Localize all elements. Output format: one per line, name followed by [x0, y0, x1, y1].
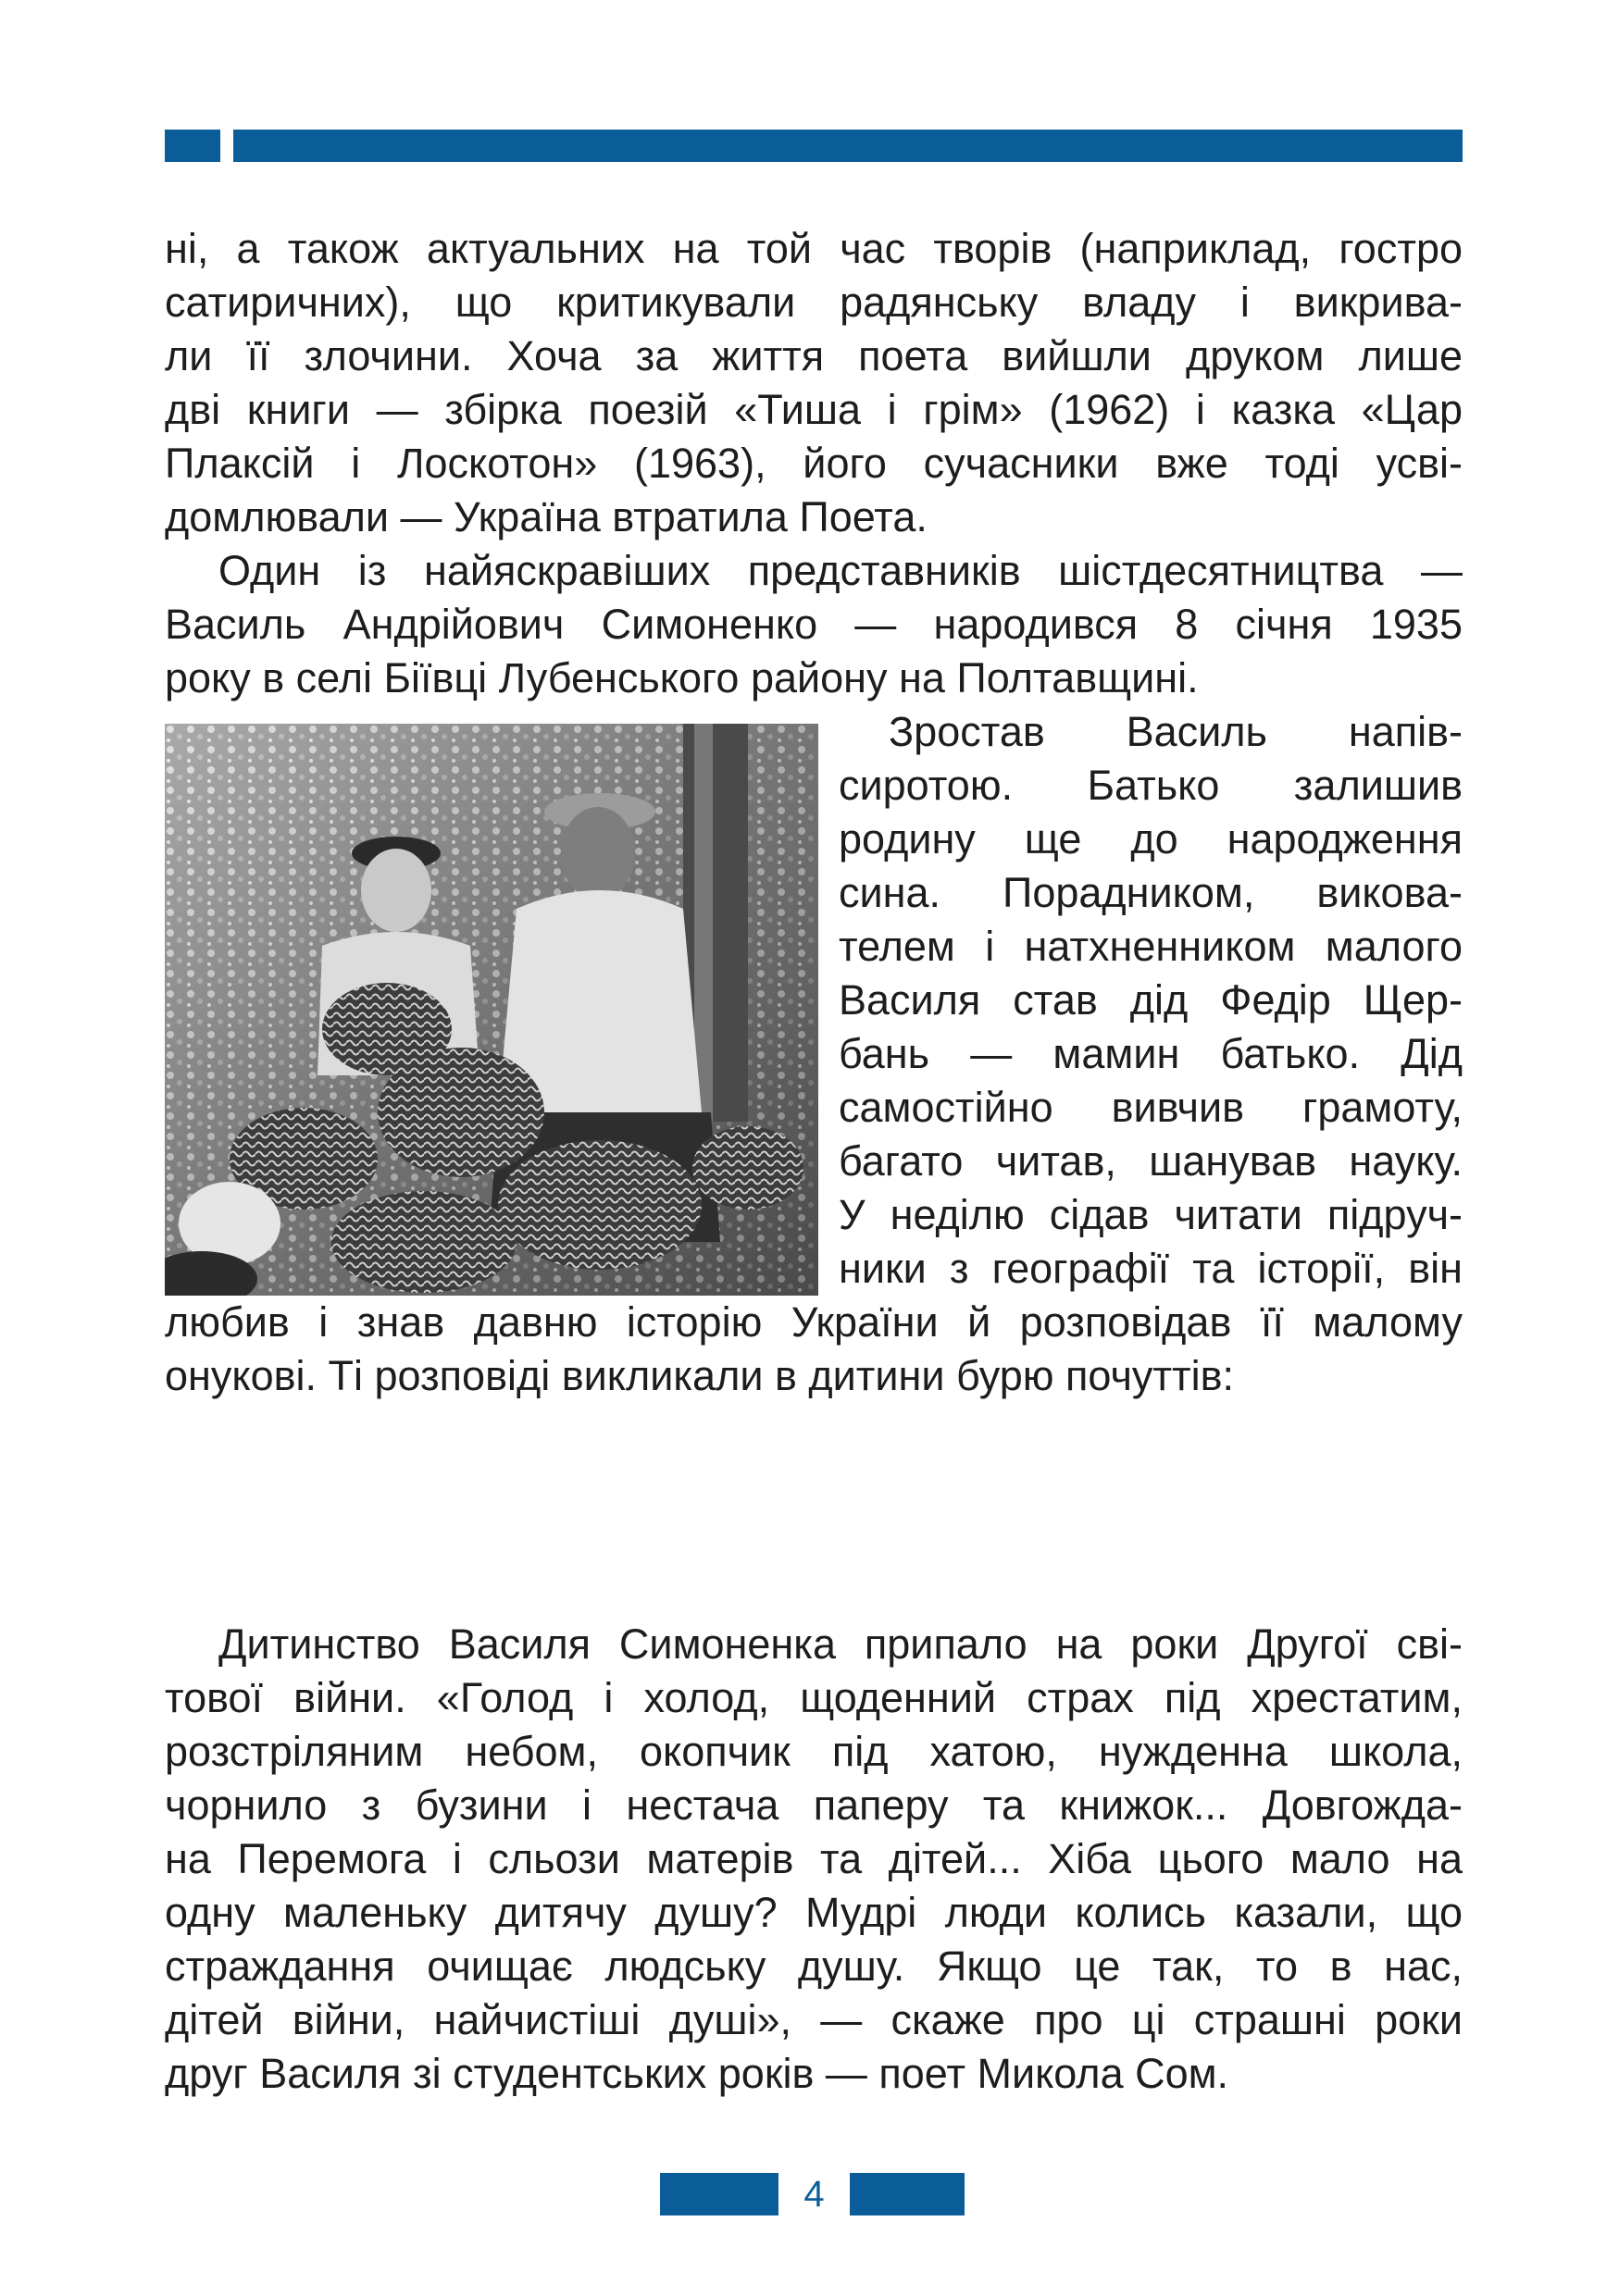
text-line: страждання очищає людську душу. Якщо це так, то в нас,	[165, 1942, 1463, 1990]
text-line: Зростав Василь напів-	[889, 708, 1463, 755]
poem-line	[218, 1457, 1463, 1510]
text-line: одну маленьку дитячу душу? Мудрі люди колись казали, що	[165, 1889, 1463, 1936]
text-line: дітей війни, найчистіші душі», — скаже про ці страшні роки	[165, 1996, 1463, 2043]
header-bar-short	[165, 130, 220, 162]
text-line: Один із найяскравіших представників шістдесятництва —	[218, 547, 1463, 594]
text-line: Василя став дід Федір Щер-	[839, 976, 1463, 1024]
text-line: Дитинство Василя Симоненка припало на роки Другої сві-	[218, 1620, 1463, 1668]
text-line: ні, а також актуальних на той час творів (наприклад, гостро	[165, 225, 1463, 272]
text-line: року в селі Біївці Лубенського району на Полтавщині.	[165, 654, 1199, 701]
text-line: самостійно вивчив грамоту,	[839, 1084, 1463, 1131]
archival-photo	[165, 724, 818, 1296]
header-bar-long	[233, 130, 1463, 162]
footer-bar-right	[850, 2173, 965, 2215]
poem-line	[218, 1564, 1463, 1618]
text-line: багато читав, шанував науку.	[839, 1137, 1463, 1185]
text-line: телем і натхненником малого	[839, 923, 1463, 970]
text-line: друг Василя зі студентських років — поет Микола Сом.	[165, 2050, 1229, 2097]
text-line: любив і знав давню історію України й розповідав її малому	[165, 1298, 1463, 1346]
text-line: домлювали — Україна втратила Поета.	[165, 493, 928, 540]
footer-bar-left	[660, 2173, 778, 2215]
text-line: Плаксій і Лоскотон» (1963), його сучасники вже тоді усві-	[165, 440, 1463, 487]
poem-line	[218, 1510, 1463, 1564]
text-line: сатиричних), що критикували радянську владу і викрива-	[165, 279, 1463, 326]
text-line: тової війни. «Голод і холод, щоденний страх під хрестатим,	[165, 1674, 1463, 1721]
text-line: сина. Порадником, викова-	[839, 869, 1463, 916]
text-line: Василь Андрійович Симоненко — народився 8 січня 1935	[165, 601, 1463, 648]
text-line: чорнило з бузини і нестача паперу та книжок... Довгожда-	[165, 1781, 1463, 1829]
text-line: сиротою. Батько залишив	[839, 762, 1463, 809]
text-line: розстріляним небом, окопчик під хатою, нужденна школа,	[165, 1728, 1463, 1775]
text-line: онукові. Ті розповіді викликали в дитини бурю почуттів:	[165, 1352, 1235, 1399]
text-line: родину ще до народження	[839, 815, 1463, 863]
page-number: 4	[803, 2174, 825, 2215]
text-line: на Перемога і сльози матерів та дітей... Хіба цього мало на	[165, 1835, 1463, 1882]
text-line: дві книги — збірка поезій «Тиша і грім» (1962) і казка «Цар	[165, 386, 1463, 433]
text-line: ли її злочини. Хоча за життя поета вийшли друком лише	[165, 332, 1463, 379]
text-line: У неділю сідав читати підруч-	[839, 1191, 1463, 1238]
text-line: ники з географії та історії, він	[839, 1245, 1463, 1292]
text-line: бань — мамин батько. Дід	[839, 1030, 1463, 1077]
poem-line	[218, 1403, 1463, 1457]
